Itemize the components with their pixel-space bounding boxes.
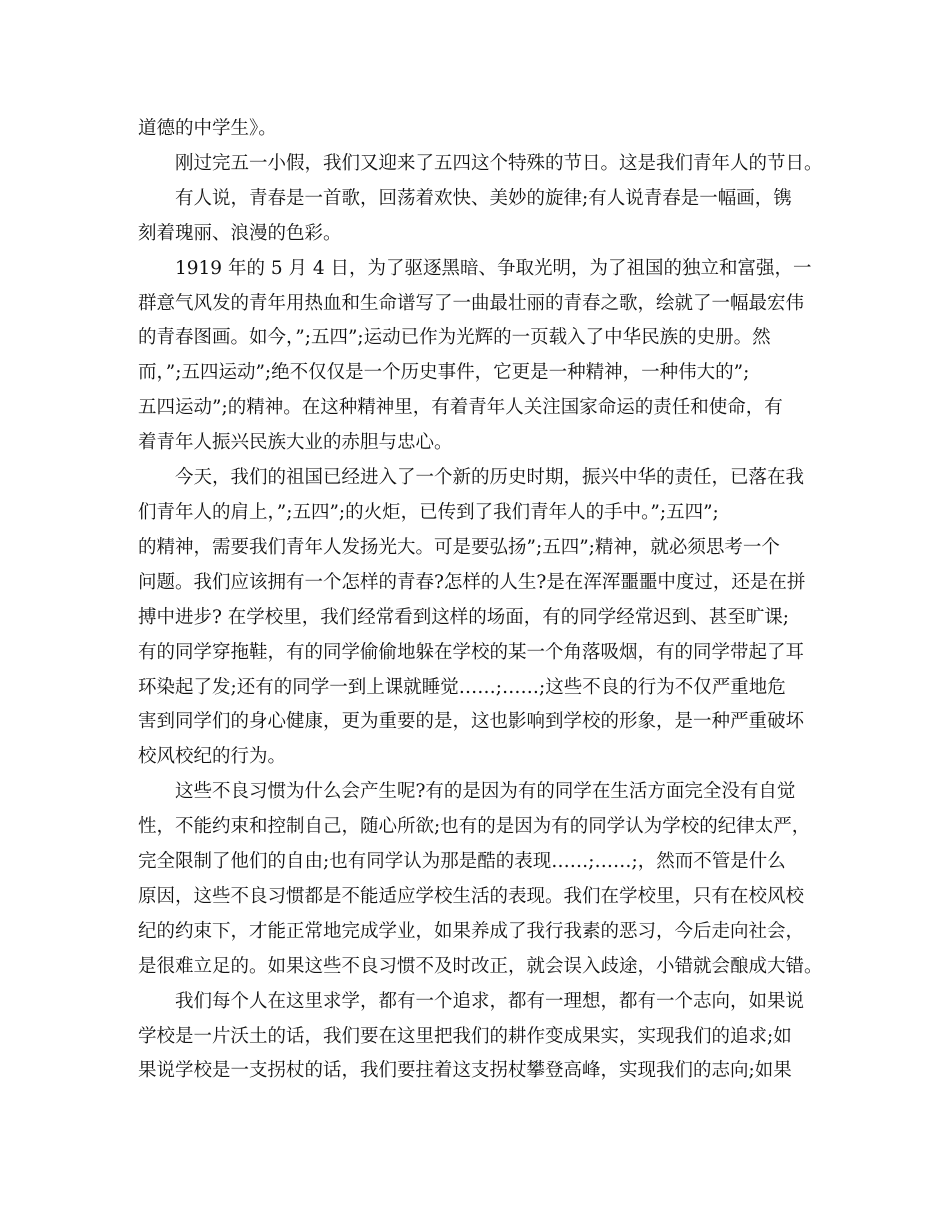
text-line: 五四运动”;的精神。在这种精神里，有着青年人关注国家命运的责任和使命，有 xyxy=(138,397,783,419)
text-line: 原因，这些不良习惯都是不能适应学校生活的表现。我们在学校里，只有在校风校 xyxy=(138,885,805,907)
text-line: 学校是一片沃土的话，我们要在这里把我们的耕作变成果实，实现我们的追求;如 xyxy=(138,1025,792,1047)
text-line: 今天，我们的祖国已经进入了一个新的历史时期，振兴中华的责任，已落在我 xyxy=(175,467,805,489)
text-line: 搏中进步? 在学校里，我们经常看到这样的场面，有的同学经常迟到、甚至旷课; xyxy=(138,606,790,628)
paragraph xyxy=(138,985,820,1090)
paragraph xyxy=(138,775,823,984)
text-line: 性，不能约束和控制自己，随心所欲;也有的是因为有的同学认为学校的纪律太严， xyxy=(138,816,811,838)
text-line: 群意气风发的青年用热血和生命谱写了一曲最壮丽的青春之歌，绘就了一幅最宏伟 xyxy=(138,292,805,314)
paragraph xyxy=(138,252,820,461)
text-line: 环染起了发;还有的同学一到上课就睡觉……;……;这些不良的行为不仅严重地危 xyxy=(138,676,786,698)
paragraph xyxy=(138,112,820,147)
document-body xyxy=(138,112,823,1089)
paragraph xyxy=(138,182,820,252)
text-line: 这些不良习惯为什么会产生呢?有的是因为有的同学在生活方面完全没有自觉 xyxy=(175,781,796,803)
text-line: 而，”;五四运动”;绝不仅仅是一个历史事件，它更是一种精神，一种伟大的”; xyxy=(138,362,750,384)
text-line: 完全限制了他们的自由;也有同学认为那是酷的表现……;……;，然而不管是什么 xyxy=(138,851,786,873)
text-line: 有人说，青春是一首歌，回荡着欢快、美妙的旋律;有人说青春是一幅画，镌 xyxy=(175,187,792,209)
text-line: 我们每个人在这里求学，都有一个追求，都有一理想，都有一个志向，如果说 xyxy=(175,990,805,1012)
text-line: 的精神，需要我们青年人发扬光大。可是要弘扬”;五四”;精神，就必须思考一个 xyxy=(138,536,780,558)
text-line: 问题。我们应该拥有一个怎样的青春?怎样的人生?是在浑浑噩噩中度过，还是在拼 xyxy=(138,571,806,593)
text-line: 着青年人振兴民族大业的赤胆与忠心。 xyxy=(138,432,453,454)
text-line: 刚过完五一小假，我们又迎来了五四这个特殊的节日。这是我们青年人的节日。 xyxy=(175,152,823,174)
text-line: 们青年人的肩上，”;五四”;的火炬，已传到了我们青年人的手中。”;五四”; xyxy=(138,501,719,523)
text-line: 有的同学穿拖鞋，有的同学偷偷地躲在学校的某一个角落吸烟，有的同学带起了耳 xyxy=(138,641,805,663)
text-line: 道德的中学生》。 xyxy=(138,118,277,139)
text-line: 1919 年的 5 月 4 日，为了驱逐黑暗、争取光明，为了祖国的独立和富强，一 xyxy=(175,257,812,279)
text-line: 的青春图画。如今，”;五四”;运动已作为光辉的一页载入了中华民族的史册。然 xyxy=(138,327,771,349)
text-line: 害到同学们的身心健康，更为重要的是，这也影响到学校的形象，是一种严重破坏 xyxy=(138,711,805,733)
text-line: 果说学校是一支拐杖的话，我们要拄着这支拐杖攀登高峰，实现我们的志向;如果 xyxy=(138,1060,792,1082)
text-line: 是很难立足的。如果这些不良习惯不及时改正，就会误入歧途，小错就会酿成大错。 xyxy=(138,955,823,977)
text-line: 纪的约束下，才能正常地完成学业，如果养成了我行我素的恶习，今后走向社会， xyxy=(138,920,805,942)
paragraph xyxy=(138,461,820,775)
text-line: 刻着瑰丽、浪漫的色彩。 xyxy=(138,222,342,244)
text-line: 校风校纪的行为。 xyxy=(138,746,287,768)
paragraph xyxy=(138,147,823,182)
